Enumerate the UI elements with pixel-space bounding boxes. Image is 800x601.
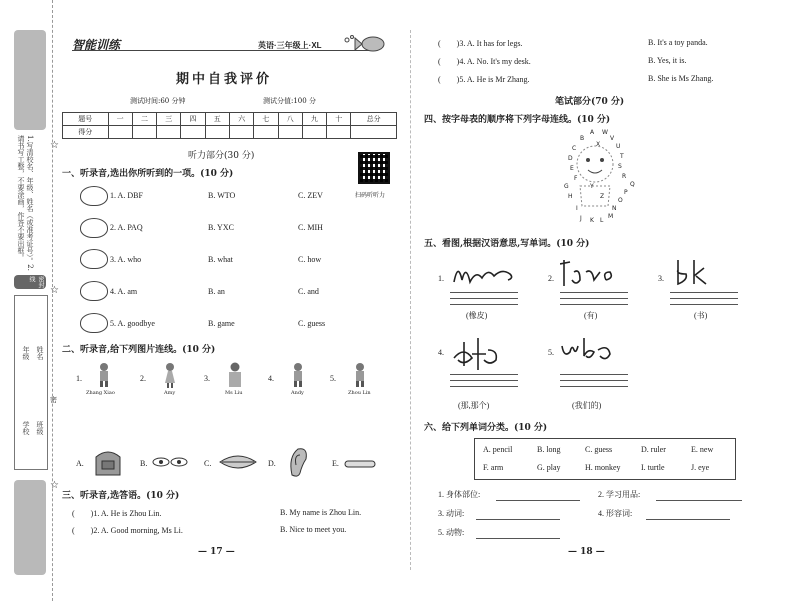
letter-label: T (620, 153, 624, 160)
s1-option-b: B. an (208, 287, 225, 296)
score-col: 九 (302, 113, 326, 126)
person-number: 2. (140, 374, 146, 383)
score-cell[interactable] (132, 126, 156, 139)
word-box (474, 438, 736, 480)
field-school: 学校 (22, 421, 30, 435)
letter-label: C (572, 145, 577, 152)
letter-label: S (618, 163, 622, 170)
that-handwriting (450, 336, 510, 372)
seal-label-box (14, 275, 46, 289)
person-number: 5. (330, 374, 336, 383)
s1-option-c: C. and (298, 287, 319, 296)
score-col: 六 (229, 113, 253, 126)
score-cell[interactable] (229, 126, 253, 139)
score-cell[interactable] (278, 126, 302, 139)
s5-row-1 (420, 258, 790, 318)
star-mark: ☆ (50, 140, 59, 151)
exam-title: 期中自我评价 (176, 72, 273, 87)
category-answer-line[interactable] (656, 500, 742, 501)
teacher-figure-icon (226, 362, 244, 388)
word-option: E. new (691, 445, 714, 454)
score-row-label: 得分 (63, 126, 109, 139)
eyes-icon (152, 455, 188, 469)
word-option: B. long (537, 445, 561, 454)
mouth-icon (218, 453, 258, 471)
s3-question: ( )4. A. No. It's my desk. (438, 57, 531, 66)
s3-option-b: B. Yes, it is. (648, 56, 687, 65)
person-name: Zhang Xiao (86, 390, 115, 396)
score-cell[interactable] (254, 126, 278, 139)
eraser-handwriting (450, 260, 520, 286)
section-2-parts (58, 445, 403, 485)
page-17 (58, 30, 403, 570)
score-col: 三 (157, 113, 181, 126)
write-line[interactable] (450, 386, 518, 387)
letter-label: R (622, 173, 627, 180)
letter-label: O (618, 197, 623, 204)
score-col: 四 (181, 113, 205, 126)
s3-option-b: B. Nice to meet you. (280, 525, 347, 534)
score-cell[interactable] (181, 126, 205, 139)
score-table-scores (63, 126, 397, 139)
s1-option-c: C. ZEV (298, 191, 323, 200)
section-3-title: 三、听录音,选答语。(10 分) (62, 491, 180, 501)
score-col: 二 (132, 113, 156, 126)
section-2-people (58, 362, 398, 402)
write-line[interactable] (560, 292, 628, 293)
write-line[interactable] (670, 304, 738, 305)
have-handwriting (560, 258, 620, 288)
letter-label: E (570, 165, 574, 172)
star-mark: ☆ (50, 285, 59, 296)
student-info-box (14, 295, 48, 470)
category-label: 4. 形容词: (598, 509, 633, 518)
letter-label: I (576, 205, 578, 212)
field-name: 姓名 (36, 346, 44, 360)
letter-label: N (612, 205, 617, 212)
s3-option-b: B. She is Ms Zhang. (648, 74, 714, 83)
write-line[interactable] (670, 292, 738, 293)
written-title: 笔试部分(70 分) (555, 97, 625, 107)
category-label: 1. 身体部位: (438, 490, 481, 499)
write-line[interactable] (560, 386, 628, 387)
s1-option-c: C. MIH (298, 223, 323, 232)
word-option: G. play (537, 463, 561, 472)
s1-option-b: B. what (208, 255, 233, 264)
s3-question: ( )2. A. Good morning, Ms Li. (72, 526, 183, 535)
ear-icon (286, 445, 310, 479)
write-line[interactable] (450, 304, 518, 305)
score-table (62, 112, 397, 139)
qr-code-icon (358, 152, 390, 184)
page-18 (420, 30, 790, 570)
section-1-items (58, 186, 358, 346)
word-option: D. ruler (641, 445, 666, 454)
brand-title: 智能训练 (72, 38, 121, 52)
score-col: 一 (108, 113, 132, 126)
cut-line (52, 0, 53, 601)
letter-label: U (616, 143, 621, 150)
category-label: 5. 动物: (438, 528, 465, 537)
part-label: B. (140, 459, 148, 468)
letter-label: V (610, 135, 615, 142)
letter-label: Q (630, 181, 635, 188)
letter-label: P (624, 189, 628, 196)
letter-label: B (580, 135, 585, 142)
score-table-header (63, 113, 397, 126)
letter-label: F (574, 175, 578, 182)
section-6-title: 六、给下列单词分类。(10 分) (424, 423, 548, 433)
part-label: E. (332, 459, 339, 468)
category-answer-line[interactable] (646, 519, 730, 520)
section-1-title: 一、听录音,选出你所听到的一项。(10 分) (62, 169, 234, 179)
s5-hint: (橡皮) (466, 311, 488, 320)
header-subject: 英语·三年级上·XL (258, 41, 322, 50)
score-col: 七 (254, 113, 278, 126)
s5-hint: (书) (694, 311, 708, 320)
s1-option-a: 2. A. PAQ (110, 223, 143, 232)
boy-figure-icon (352, 362, 368, 388)
seal-label: 密封线 (28, 276, 43, 288)
category-label: 2. 学习用品: (598, 490, 641, 499)
star-mark: ☆ (50, 480, 59, 491)
write-line[interactable] (450, 292, 518, 293)
apple-icon (80, 249, 108, 269)
s5-number: 4. (438, 348, 444, 357)
person-name: Zhou Lin (348, 390, 371, 396)
section-5-title: 五、看图,根据汉语意思,写单词。(10 分) (424, 239, 590, 249)
boy-figure-icon (96, 362, 112, 388)
write-line[interactable] (670, 298, 738, 299)
s1-option-b: B. WTO (208, 191, 236, 200)
write-line[interactable] (560, 374, 628, 375)
letter-label: M (608, 213, 614, 220)
s5-hint: (那,那个) (458, 401, 490, 410)
field-grade: 年级 (22, 346, 30, 360)
page-number: — 18 — (568, 547, 605, 557)
score-col: 五 (205, 113, 229, 126)
word-option: I. turtle (641, 463, 665, 472)
letter-label: W (602, 129, 608, 136)
category-answer-line[interactable] (476, 519, 560, 520)
score-cell[interactable] (108, 126, 132, 139)
margin-instruction: 1.写清校名、年级、姓名（或准考证号）。2.请书写工整，不要涂画，作答不要出框。 (17, 135, 34, 271)
fish-icon (343, 32, 388, 54)
write-line[interactable] (450, 374, 518, 375)
score-col: 八 (278, 113, 302, 126)
category-answer-line[interactable] (496, 500, 580, 501)
apple-icon (80, 218, 108, 238)
part-label: A. (76, 459, 84, 468)
s3-option-b: B. It's a toy panda. (648, 38, 708, 47)
exam-score-total: 测试分值:100 分 (263, 97, 316, 105)
letter-label: Y (590, 183, 594, 190)
letter-label: D (568, 155, 573, 162)
dot-to-dot-figure (550, 126, 640, 226)
person-name: Amy (164, 390, 176, 396)
apple-icon (80, 313, 108, 333)
s1-option-a: 5. A. goodbye (110, 319, 155, 328)
letter-label: J (580, 215, 582, 222)
apple-icon (80, 186, 108, 206)
arm-icon (344, 459, 378, 469)
s1-option-b: B. game (208, 319, 235, 328)
write-line[interactable] (560, 380, 628, 381)
score-col: 总分 (351, 113, 397, 126)
letter-label: H (568, 193, 573, 200)
our-handwriting (560, 336, 620, 366)
bag-icon (90, 447, 126, 477)
score-col: 十 (327, 113, 351, 126)
margin-gray-block-top (14, 30, 46, 130)
word-option: H. monkey (585, 463, 621, 472)
s5-hint: (我们的) (572, 401, 602, 410)
person-name: Andy (291, 390, 304, 396)
s1-option-a: 1. A. DBF (110, 191, 143, 200)
score-cell[interactable] (327, 126, 351, 139)
word-option: J. eye (691, 463, 710, 472)
score-cell[interactable] (205, 126, 229, 139)
page-number: — 17 — (198, 547, 235, 557)
apple-icon (80, 281, 108, 301)
s5-number: 1. (438, 274, 444, 283)
page-divider (410, 30, 411, 570)
score-cell[interactable] (302, 126, 326, 139)
word-option: C. guess (585, 445, 613, 454)
boy-figure-icon (290, 362, 306, 388)
cut-mark: 密 (50, 396, 57, 404)
exam-time: 测试时间:60 分钟 (130, 97, 186, 105)
person-name: Ms Liu (225, 390, 243, 396)
s1-option-b: B. YXC (208, 223, 234, 232)
s1-option-c: C. how (298, 255, 322, 264)
category-answer-line[interactable] (476, 538, 560, 539)
s5-number: 2. (548, 274, 554, 283)
letter-label: A (590, 129, 595, 136)
s5-number: 3. (658, 274, 664, 283)
write-line[interactable] (560, 304, 628, 305)
section-4-title: 四、按字母表的顺序将下列字母连线。(10 分) (424, 115, 611, 125)
write-line[interactable] (450, 298, 518, 299)
s3-option-b: B. My name is Zhou Lin. (280, 508, 362, 517)
part-label: C. (204, 459, 212, 468)
s3-question: ( )5. A. He is Mr Zhang. (438, 75, 530, 84)
field-class: 班级 (36, 421, 44, 435)
header-rule (72, 50, 372, 51)
margin-gray-block-bottom (14, 480, 46, 575)
person-number: 3. (204, 374, 210, 383)
letter-label: Z (600, 193, 605, 200)
letter-label: L (600, 217, 604, 224)
score-col: 题号 (63, 113, 109, 126)
s5-hint: (有) (584, 311, 598, 320)
s5-row-2 (420, 332, 790, 412)
person-number: 4. (268, 374, 274, 383)
score-cell[interactable] (157, 126, 181, 139)
s3-question: ( )1. A. He is Zhou Lin. (72, 509, 162, 518)
category-label: 3. 动词: (438, 509, 465, 518)
write-line[interactable] (560, 298, 628, 299)
score-cell[interactable] (351, 126, 397, 139)
word-option: F. arm (483, 463, 504, 472)
binding-margin (0, 0, 58, 601)
person-number: 1. (76, 374, 82, 383)
letter-label: K (590, 217, 594, 224)
qr-caption: 扫码听听力 (355, 192, 386, 199)
s5-number: 5. (548, 348, 554, 357)
write-line[interactable] (450, 380, 518, 381)
s1-option-a: 4. A. am (110, 287, 138, 296)
s1-option-c: C. guess (298, 319, 326, 328)
part-label: D. (268, 459, 276, 468)
girl-figure-icon (162, 362, 178, 388)
letter-label: X (596, 141, 601, 148)
section-2-title: 二、听录音,给下列图片连线。(10 分) (62, 345, 216, 355)
s1-option-a: 3. A. who (110, 255, 142, 264)
letter-label: G (564, 183, 569, 190)
book-handwriting (672, 258, 722, 288)
word-option: A. pencil (483, 445, 513, 454)
listening-title: 听力部分(30 分) (188, 151, 255, 161)
s3-question: ( )3. A. It has for legs. (438, 39, 523, 48)
